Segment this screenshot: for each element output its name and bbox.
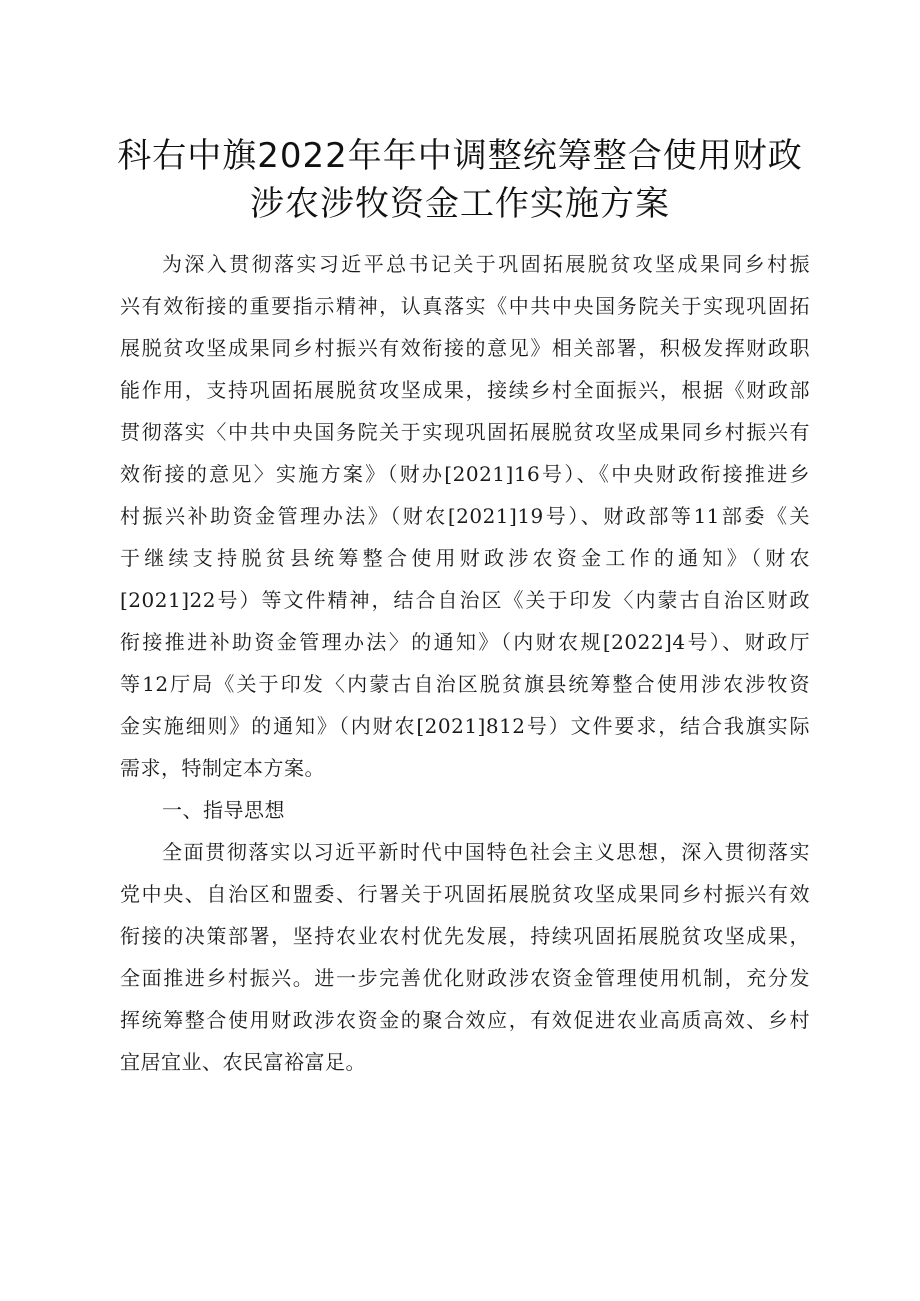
paragraph-line: 展脱贫攻坚成果同乡村振兴有效衔接的意见》相关部署，积极发挥财政职 <box>120 336 810 360</box>
paragraph-line: 等12厅局《关于印发〈内蒙古自治区脱贫旗县统筹整合使用涉农涉牧资 <box>120 672 810 696</box>
paragraph-line: 贯彻落实〈中共中央国务院关于实现巩固拓展脱贫攻坚成果同乡村振兴有 <box>120 420 810 444</box>
paragraph-line: 衔接的决策部署，坚持农业农村优先发展，持续巩固拓展脱贫攻坚成果， <box>120 924 810 948</box>
paragraph-line: 村振兴补助资金管理办法》（财农[2021]19号）、财政部等11部委《关 <box>120 504 810 528</box>
paragraph-line: 金实施细则》的通知》（内财农[2021]812号）文件要求，结合我旗实际 <box>120 714 810 738</box>
paragraph-line: 能作用，支持巩固拓展脱贫攻坚成果，接续乡村全面振兴，根据《财政部 <box>120 378 810 402</box>
paragraph-line: 挥统筹整合使用财政涉农资金的聚合效应，有效促进农业高质高效、乡村 <box>120 1008 810 1032</box>
paragraph-line: 全面贯彻落实以习近平新时代中国特色社会主义思想，深入贯彻落实 <box>162 840 810 864</box>
paragraph-line: 于继续支持脱贫县统筹整合使用财政涉农资金工作的通知》（财农 <box>120 546 810 570</box>
paragraph-line: 衔接推进补助资金管理办法〉的通知》（内财农规[2022]4号）、财政厅 <box>120 630 810 654</box>
paragraph-line: 党中央、自治区和盟委、行署关于巩固拓展脱贫攻坚成果同乡村振兴有效 <box>120 882 810 906</box>
paragraph-line: 宜居宜业、农民富裕富足。 <box>120 1050 366 1074</box>
paragraph-line: [2021]22号）等文件精神，结合自治区《关于印发〈内蒙古自治区财政 <box>120 588 810 612</box>
paragraph-line: 需求，特制定本方案。 <box>120 756 325 780</box>
paragraph-line: 全面推进乡村振兴。进一步完善优化财政涉农资金管理使用机制，充分发 <box>120 966 810 990</box>
paragraph-line: 为深入贯彻落实习近平总书记关于巩固拓展脱贫攻坚成果同乡村振 <box>162 252 810 276</box>
paragraph-line: 效衔接的意见〉实施方案》（财办[2021]16号）、《中央财政衔接推进乡 <box>120 462 810 486</box>
document-title-line-1: 科右中旗2022年年中调整统筹整合使用财政 <box>117 136 803 176</box>
section-heading-guiding-ideology: 一、指导思想 <box>162 798 285 822</box>
document-title-line-2: 涉农涉牧资金工作实施方案 <box>250 184 670 224</box>
paragraph-line: 兴有效衔接的重要指示精神，认真落实《中共中央国务院关于实现巩固拓 <box>120 294 810 318</box>
